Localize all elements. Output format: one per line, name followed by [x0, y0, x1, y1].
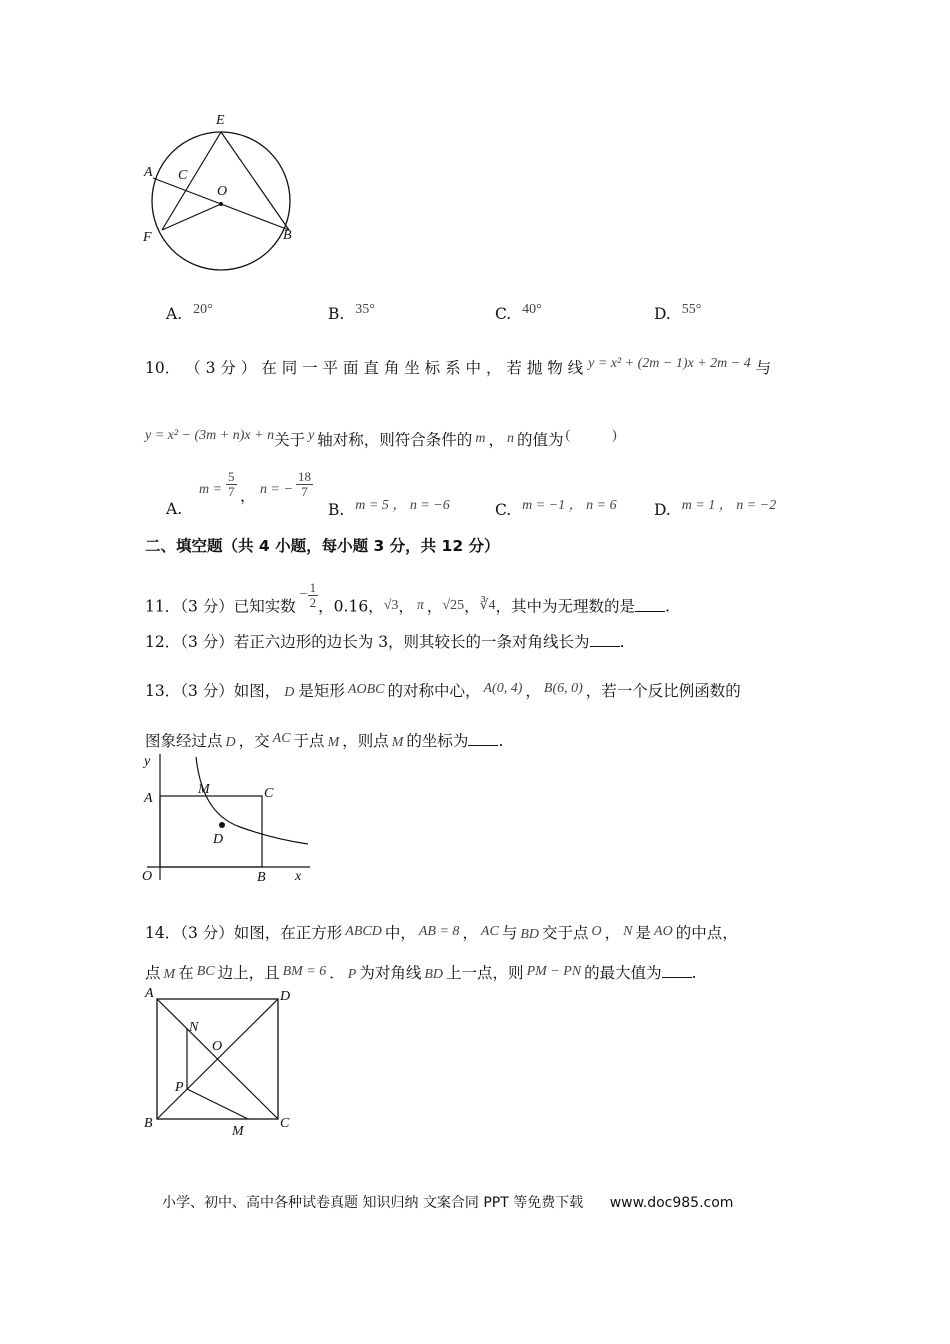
q13-line2	[145, 729, 503, 751]
q13-l2c: 于点	[293, 732, 325, 750]
q13-AC: AC	[272, 731, 291, 746]
option-letter: C.	[495, 501, 512, 519]
q10-option-b	[328, 500, 450, 520]
option-value: 35°	[355, 302, 375, 317]
option-letter: A.	[166, 305, 183, 323]
q10-option-d	[654, 500, 776, 520]
q13-end: .	[498, 732, 504, 750]
q13-l2a: 图象经过点	[145, 732, 223, 750]
q9-option-a	[166, 302, 213, 324]
label-C: C	[264, 786, 274, 801]
footer	[162, 1192, 733, 1212]
label-C: C	[178, 168, 188, 183]
q9-option-b	[328, 302, 375, 324]
label-B: B	[144, 1116, 153, 1131]
q14-t4: 是	[635, 924, 652, 942]
label-A: A	[144, 165, 153, 180]
q13-l2b: ，交	[238, 732, 270, 750]
option-letter: D.	[654, 305, 671, 323]
answer-blank[interactable]	[635, 597, 665, 612]
q14-line2	[145, 961, 697, 983]
label-E: E	[216, 113, 225, 128]
q11-lead: 11．（3 分）已知实数	[145, 597, 296, 616]
q13-l2d: ，则点	[342, 732, 389, 750]
square-figure	[140, 984, 300, 1139]
q13-A: A(0, 4)	[483, 681, 523, 696]
label-B: B	[283, 228, 292, 243]
q10-line2	[145, 428, 617, 450]
q14-ABCD: ABCD	[345, 924, 382, 939]
q14-t2: 与	[501, 924, 518, 942]
q11-frac: $\frac{1}{2}$	[309, 580, 317, 610]
label-P: P	[175, 1080, 184, 1095]
label-O: O	[217, 184, 228, 199]
option-value: m = −1 ， n = 6	[522, 498, 617, 513]
label-y: y	[144, 754, 151, 769]
q13-t1: 是矩形	[298, 682, 345, 700]
q9-option-c	[495, 302, 542, 324]
q9-option-d	[654, 302, 702, 324]
section-heading: 二、填空题（共 4 小题，每小题 3 分，共 12 分）	[145, 537, 500, 555]
option-letter: B.	[328, 305, 345, 323]
q14-lead: 14．（3 分）如图，在正方形	[145, 924, 343, 942]
label-B: B	[257, 870, 266, 885]
label-A: A	[145, 986, 154, 1001]
q11-end: .	[665, 597, 670, 616]
label-O: O	[212, 1039, 223, 1054]
option-a-m: m =	[199, 482, 223, 497]
label-A: A	[144, 791, 153, 806]
q13-M2: M	[391, 735, 404, 750]
q14-l2c: 边上，且	[217, 964, 280, 982]
q11-tail: ，其中为无理数的是	[495, 597, 636, 616]
label-O: O	[142, 869, 153, 884]
answer-blank[interactable]	[590, 632, 620, 647]
q13-B: B(6, 0)	[543, 681, 583, 696]
label-M: M	[198, 782, 210, 797]
answer-blank[interactable]	[662, 963, 692, 978]
q14-BC: BC	[196, 964, 215, 979]
q14-BD2: BD	[424, 967, 444, 982]
q10-option-a	[166, 469, 311, 518]
q14-AO: AO	[654, 924, 673, 939]
q14-BM6: BM = 6	[282, 964, 327, 979]
rectangle-hyperbola-figure	[140, 752, 315, 887]
q11-cbrt4: ∛4	[479, 597, 496, 613]
q10-m: m	[475, 431, 486, 446]
option-letter: D.	[654, 501, 671, 519]
q10-formula1: y = x² + (2m − 1)x + 2m − 4	[588, 356, 751, 371]
q12-line	[145, 630, 625, 652]
q14-line1	[145, 921, 738, 943]
q13-M: M	[327, 735, 340, 750]
q13-line1	[145, 679, 741, 701]
q10-score: （ 3 分 ）	[185, 359, 257, 377]
q10-line1	[145, 356, 771, 378]
option-a-n: n = −	[260, 482, 293, 497]
q14-O: O	[591, 924, 602, 939]
q14-M: M	[163, 967, 176, 982]
label-x: x	[295, 869, 302, 884]
q14-end: .	[691, 964, 697, 982]
q12-text: 12．（3 分）若正六边形的边长为 3，则其较长的一条对角线长为	[145, 633, 590, 651]
q14-BD: BD	[520, 927, 539, 942]
option-letter: A.	[166, 500, 183, 518]
q10-n: n	[506, 431, 514, 446]
option-value: m = 5 ， n = −6	[355, 498, 450, 513]
q13-c1: ，	[525, 682, 541, 700]
q14-t3: 交于点	[542, 924, 589, 942]
option-value: 55°	[681, 302, 702, 317]
q14-N: N	[623, 924, 633, 939]
q14-t1: 中，	[384, 924, 416, 942]
footer-url[interactable]: www.doc985.com	[609, 1195, 734, 1211]
q14-P: P	[347, 967, 357, 982]
label-C: C	[280, 1116, 290, 1131]
q14-l2e: 为对角线	[359, 964, 422, 982]
q10-text2: 关于	[274, 431, 306, 449]
q11-c3: ，	[464, 597, 480, 616]
option-letter: B.	[328, 501, 345, 519]
label-M: M	[232, 1124, 244, 1139]
q14-t5: 的中点，	[675, 924, 738, 942]
q10-comma: ，	[488, 431, 504, 449]
option-value: m = 1 ， n = −2	[681, 498, 777, 513]
q13-D: D	[284, 685, 295, 700]
q10-paren: ( )	[565, 428, 617, 443]
q11-c2: ，	[426, 597, 443, 616]
q14-l2g: 的最大值为	[584, 964, 662, 982]
label-N: N	[189, 1020, 199, 1035]
q10-option-c	[495, 500, 617, 520]
q14-l2a: 点	[145, 964, 161, 982]
answer-blank[interactable]	[468, 731, 498, 746]
q13-l2e: 的坐标为	[406, 732, 469, 750]
q11-line	[145, 580, 670, 622]
option-a-m-frac: $\frac{5}{7}$	[228, 469, 235, 499]
q14-AC: AC	[480, 924, 499, 939]
q10-formula2: y = x² − (3m + n)x + n	[145, 428, 275, 443]
q10-with: 与	[755, 359, 772, 377]
q11-sqrt3: √3	[383, 597, 399, 613]
q11-sqrt25: √25	[442, 597, 465, 613]
q14-l2b: 在	[178, 964, 194, 982]
option-a-n-frac: $\frac{18}{7}$	[298, 469, 311, 499]
q13-t2: 的对称中心，	[387, 682, 481, 700]
q10-text4: 的值为	[516, 431, 564, 449]
q10-text3: 轴对称，则符合条件的	[317, 431, 473, 449]
option-value: 40°	[522, 302, 542, 317]
q13-lead: 13．（3 分）如图，	[145, 682, 281, 700]
q14-AB8: AB = 8	[418, 924, 460, 939]
q10-number: 10．	[145, 359, 181, 377]
q13-t3: ，若一个反比例函数的	[585, 682, 741, 700]
q14-c2: ，	[604, 924, 621, 942]
q14-PMPN: PM − PN	[526, 964, 582, 979]
label-D: D	[280, 989, 291, 1004]
label-F: F	[143, 230, 152, 245]
option-letter: C.	[495, 305, 512, 323]
q14-l2d: ．	[329, 964, 345, 982]
q11-pi: π	[416, 597, 424, 613]
option-a-sep: ，	[240, 487, 256, 505]
q12-end: .	[619, 633, 625, 651]
q14-l2f: 上一点，则	[446, 964, 524, 982]
q10-y: y	[308, 428, 315, 443]
option-value: 20°	[193, 302, 213, 317]
label-D: D	[213, 832, 224, 847]
q11-frac-sign: −	[299, 586, 308, 602]
q13-D2: D	[225, 735, 236, 750]
circle-figure	[140, 108, 300, 278]
q10-text1: 在 同 一 平 面 直 角 坐 标 系 中 ， 若 抛 物 线	[261, 359, 584, 377]
q11-c1: ，	[398, 597, 414, 616]
q11-rest1: ，0.16，	[318, 597, 384, 616]
q14-c1: ，	[462, 924, 478, 942]
q13-AOBC: AOBC	[347, 682, 385, 697]
footer-text: 小学、初中、高中各种试卷真题 知识归纳 文案合同 PPT 等免费下载	[162, 1195, 584, 1211]
